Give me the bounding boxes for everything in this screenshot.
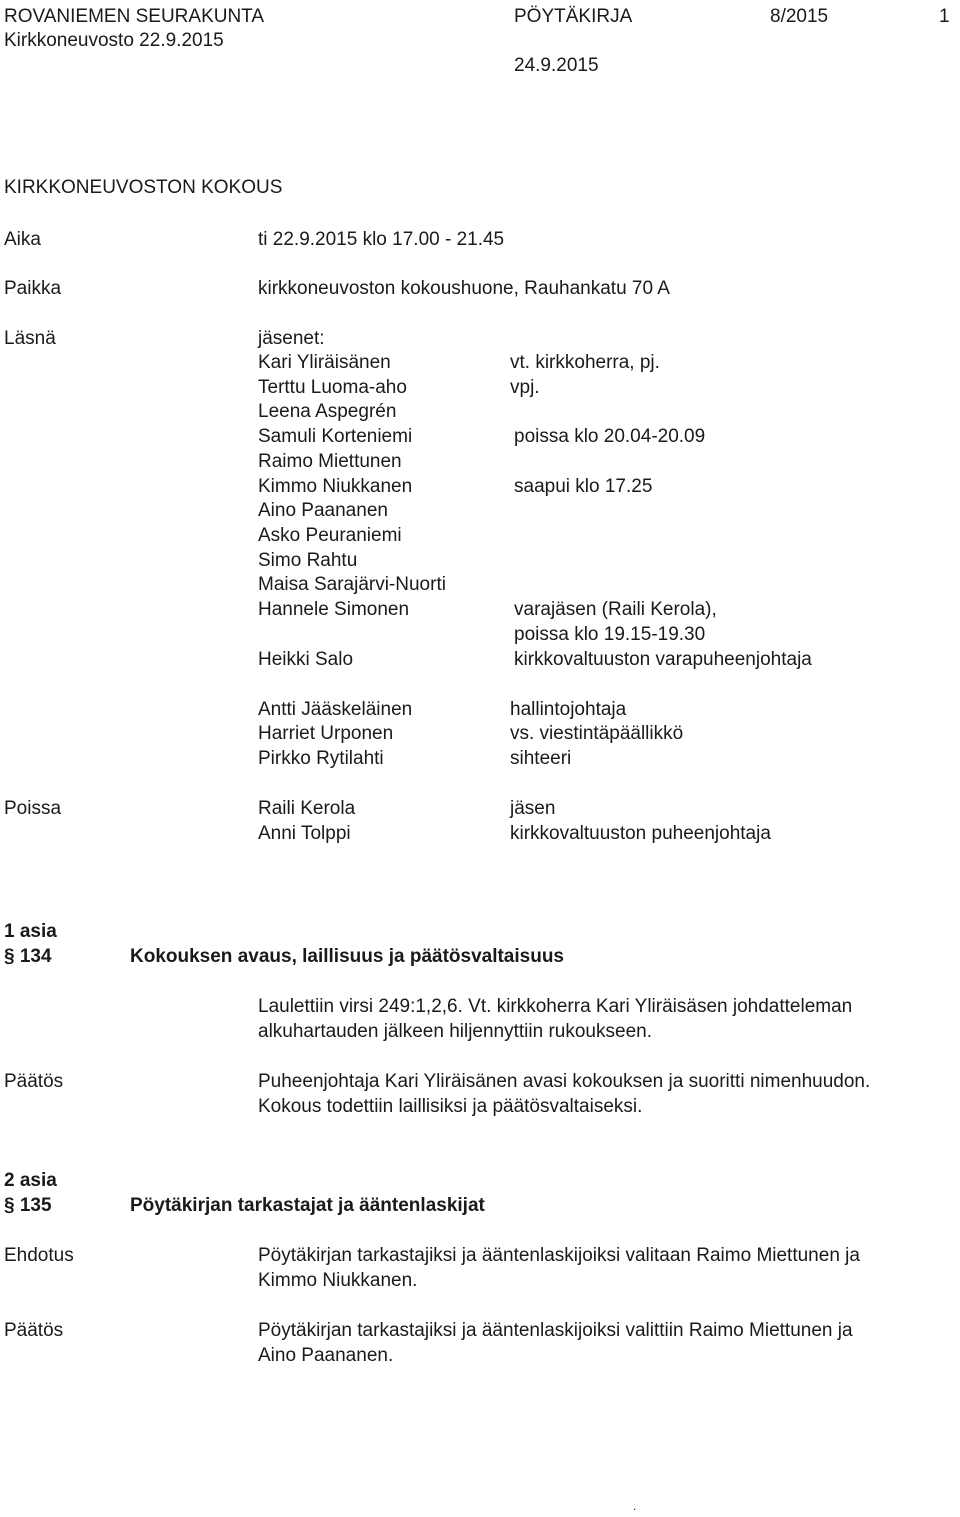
member-name: Simo Rahtu [258, 550, 358, 571]
member-note: varajäsen (Raili Kerola), [514, 599, 717, 620]
member-name: Terttu Luoma-aho [258, 377, 407, 398]
document-type: PÖYTÄKIRJA [514, 6, 633, 27]
document-date: 24.9.2015 [514, 55, 599, 76]
present-label: Läsnä [4, 328, 56, 349]
text-line: Kokous todettiin laillisiksi ja päätösvaltaiseksi. [258, 1095, 643, 1117]
decision-label: Päätös [4, 1071, 64, 1092]
member-name: Kari Yliräisänen [258, 352, 391, 373]
absent-role: jäsen [510, 798, 556, 819]
attendee-role: vs. viestintäpäällikkö [510, 723, 684, 744]
member-name: Heikki Salo [258, 649, 354, 670]
text-line: Pöytäkirjan tarkastajiksi ja ääntenlaskijoiksi valitaan Raimo Miettunen ja [258, 1245, 860, 1266]
organization-name: ROVANIEMEN SEURAKUNTA [4, 6, 265, 27]
attendee-name: Harriet Urponen [258, 723, 394, 744]
text-line: Laulettiin virsi 249:1,2,6. Vt. kirkkoherra Kari Yliräisäsen johdatteleman [258, 996, 853, 1017]
page-number: 1 [939, 6, 950, 27]
item-intro-text [258, 995, 852, 1044]
proposal-text [258, 1244, 860, 1293]
member-name: Aino Paananen [258, 500, 388, 521]
member-name: Raimo Miettunen [258, 451, 402, 472]
text-line: Pöytäkirjan tarkastajiksi ja ääntenlaskijoiksi valittiin Raimo Miettunen ja [258, 1320, 853, 1341]
member-note: vt. kirkkoherra, pj. [510, 352, 660, 373]
absent-role: kirkkovaltuuston puheenjohtaja [510, 823, 771, 844]
attendee-name: Antti Jääskeläinen [258, 699, 413, 720]
footer-mark: . [633, 1499, 637, 1513]
member-note: kirkkovaltuuston varapuheenjohtaja [514, 649, 812, 670]
member-name: Hannele Simonen [258, 599, 410, 620]
text-line: alkuhartauden jälkeen hiljennyttiin rukoukseen. [258, 1020, 652, 1042]
time-value: ti 22.9.2015 klo 17.00 - 21.45 [258, 229, 505, 250]
decision-text [258, 1319, 853, 1368]
attendee-name: Pirkko Rytilahti [258, 748, 384, 769]
text-line: Kimmo Niukkanen. [258, 1269, 418, 1291]
item-section-number: § 135 [4, 1195, 52, 1216]
absent-name: Anni Tolppi [258, 823, 351, 844]
member-note: poissa klo 19.15-19.30 [514, 624, 706, 645]
absent-label: Poissa [4, 798, 62, 819]
member-note: saapui klo 17.25 [514, 476, 653, 497]
item-asia-number: 2 asia [4, 1170, 57, 1191]
attendee-role: sihteeri [510, 748, 572, 769]
member-note: vpj. [510, 377, 540, 398]
member-note: poissa klo 20.04-20.09 [514, 426, 706, 447]
item-section-number: § 134 [4, 946, 52, 967]
member-name: Maisa Sarajärvi-Nuorti [258, 574, 446, 595]
item-asia-number: 1 asia [4, 921, 57, 942]
member-name: Kimmo Niukkanen [258, 476, 413, 497]
member-name: Asko Peuraniemi [258, 525, 402, 546]
meeting-body-date: Kirkkoneuvosto 22.9.2015 [4, 30, 224, 51]
text-line: Puheenjohtaja Kari Yliräisänen avasi kokouksen ja suoritti nimenhuudon. [258, 1071, 871, 1092]
attendee-role: hallintojohtaja [510, 699, 627, 720]
absent-name: Raili Kerola [258, 798, 356, 819]
decision-label: Päätös [4, 1320, 64, 1341]
members-heading: jäsenet: [258, 328, 325, 349]
member-name: Samuli Korteniemi [258, 426, 413, 447]
place-label: Paikka [4, 278, 62, 299]
meeting-title: KIRKKONEUVOSTON KOKOUS [4, 177, 283, 198]
member-name: Leena Aspegrén [258, 401, 397, 422]
place-value: kirkkoneuvoston kokoushuone, Rauhankatu 70 A [258, 278, 670, 299]
item-title: Kokouksen avaus, laillisuus ja päätösvaltaisuus [130, 946, 565, 967]
item-title: Pöytäkirjan tarkastajat ja ääntenlaskijat [130, 1195, 485, 1216]
text-line: Aino Paananen. [258, 1344, 394, 1366]
document-number: 8/2015 [770, 6, 829, 27]
proposal-label: Ehdotus [4, 1245, 74, 1266]
time-label: Aika [4, 229, 41, 250]
decision-text [258, 1070, 870, 1119]
